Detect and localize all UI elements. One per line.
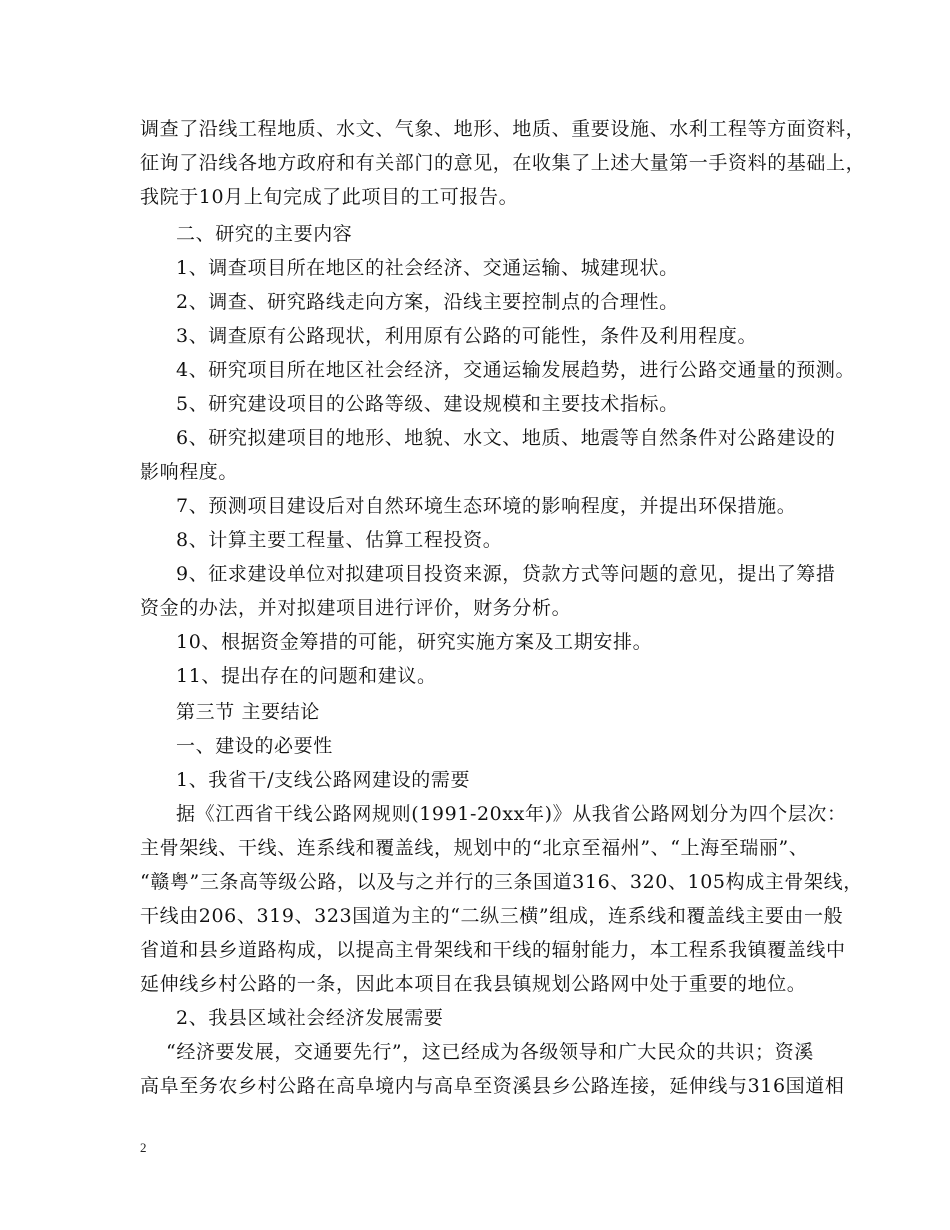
body-text-line: 我院于10月上旬完成了此项目的工可报告。 [140, 186, 519, 208]
list-item: 9、征求建设单位对拟建项目投资来源，贷款方式等问题的意见，提出了筹措 [176, 563, 836, 585]
subsection-heading: 2、我县区域社会经济发展需要 [176, 1007, 444, 1029]
body-text-line: 延伸线乡村公路的一条，因此本项目在我县镇规划公路网中处于重要的地位。 [140, 973, 807, 995]
body-text-line: “赣粤”三条高等级公路，以及与之并行的三条国道316、320、105构成主骨架线， [140, 871, 863, 893]
list-item: 6、研究拟建项目的地形、地貌、水文、地质、地震等自然条件对公路建设的 [176, 427, 836, 449]
body-text-line: “经济要发展，交通要先行”，这已经成为各级领导和广大民众的共识；资溪 [166, 1041, 814, 1063]
section-heading: 第三节 主要结论 [176, 701, 320, 723]
body-text-line: 省道和县乡道路构成，以提高主骨架线和干线的辐射能力，本工程系我镇覆盖线中 [140, 939, 846, 961]
page-number: 2 [140, 1140, 147, 1155]
body-text-line: 征询了沿线各地方政府和有关部门的意见，在收集了上述大量第一手资料的基础上， [140, 152, 866, 174]
body-text-line: 主骨架线、干线、连系线和覆盖线，规划中的“北京至福州”、“上海至瑞丽”、 [140, 837, 809, 859]
body-text-line: 干线由206、319、323国道为主的“二纵三横”组成，连系线和覆盖线主要由一般 [140, 905, 844, 927]
list-item-continuation: 资金的办法，并对拟建项目进行评价，财务分析。 [140, 597, 572, 619]
section-heading: 二、研究的主要内容 [176, 223, 353, 245]
body-text-line: 高阜至务农乡村公路在高阜境内与高阜至资溪县乡公路连接，延伸线与316国道相 [140, 1075, 845, 1097]
body-text-line: 调查了沿线工程地质、水文、气象、地形、地质、重要设施、水利工程等方面资料， [140, 118, 866, 140]
list-item: 7、预测项目建设后对自然环境生态环境的影响程度，并提出环保措施。 [176, 495, 797, 517]
list-item: 3、调查原有公路现状，利用原有公路的可能性，条件及利用程度。 [176, 325, 758, 347]
list-item: 11、提出存在的问题和建议。 [176, 665, 437, 687]
list-item: 4、研究项目所在地区社会经济，交通运输发展趋势，进行公路交通量的预测。 [176, 359, 856, 381]
list-item: 10、根据资金筹措的可能，研究实施方案及工期安排。 [176, 631, 653, 653]
body-text-line: 据《江西省干线公路网规则(1991-20xx年)》从我省公路网划分为四个层次： [176, 803, 847, 825]
list-item: 1、调查项目所在地区的社会经济、交通运输、城建现状。 [176, 257, 679, 279]
list-item: 2、调查、研究路线走向方案，沿线主要控制点的合理性。 [176, 291, 679, 313]
list-item: 5、研究建设项目的公路等级、建设规模和主要技术指标。 [176, 393, 679, 415]
list-item-continuation: 影响程度。 [140, 461, 239, 483]
subsection-heading: 1、我省干/支线公路网建设的需要 [176, 769, 471, 791]
section-heading: 一、建设的必要性 [176, 735, 333, 757]
list-item: 8、计算主要工程量、估算工程投资。 [176, 529, 503, 551]
